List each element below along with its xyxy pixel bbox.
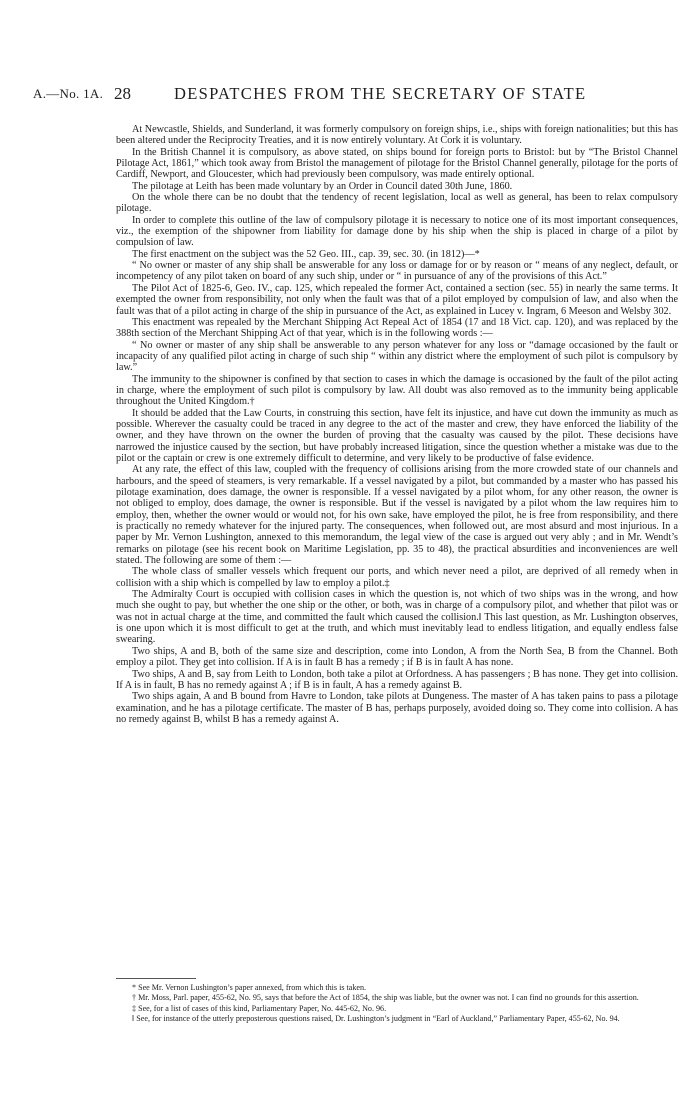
paragraph: On the whole there can be no doubt that the tendency of recent legislation, local as well as general, has been to relax compulsory pilotage. bbox=[116, 192, 678, 215]
footnotes bbox=[116, 978, 678, 1025]
body-text bbox=[116, 124, 678, 725]
paragraph: The immunity to the shipowner is confined by that section to cases in which the damage is occasioned by the fault of the pilot acting in charge, where the employment of such pilot is compulsory by law. All doubt was also removed as to the immunity being applicable throughout the United Kingdom.† bbox=[116, 373, 678, 408]
paragraph: The Pilot Act of 1825-6, Geo. IV., cap. 125, which repealed the former Act, contained a section (sec. 55) in nearly the same terms. It exempted the owner from responsibility, not only when the fault was that of a pilot employed by compulsion of law, and also when the fault was that of a pilot acting in charge of the ship in pursuance of the Act, as explained in Lucey v. Ingram, 6 Meeson and Welsby 302. bbox=[116, 282, 678, 317]
paragraph: The first enactment on the subject was the 52 Geo. III., cap. 39, sec. 30. (in 1812)—* bbox=[132, 248, 480, 260]
footnote: † Mr. Moss, Parl. paper, 455-62, No. 95, says that before the Act of 1854, the ship was liable, but the owner was not. I can find no grounds for this assertion. bbox=[132, 993, 639, 1003]
paragraph: At Newcastle, Shields, and Sunderland, it was formerly compulsory on foreign ships, i.e., ships with foreign nationalities; but this has been altered under the Reciprocity Treaties, and it is now entirely voluntary. At Cork it is voluntary. bbox=[116, 124, 678, 147]
footnote-divider bbox=[116, 978, 196, 979]
paragraph: In order to complete this outline of the law of compulsory pilotage it is necessary to notice one of its most important consequences, viz., the exemption of the shipowner from liability for damage done by his ship when the ship is placed in charge of a pilot by compulsion of law. bbox=[116, 214, 678, 249]
paragraph: The Admiralty Court is occupied with collision cases in which the question is, not which of two ships was in the wrong, and how much she ought to pay, but whether the one ship or the other, or both, was in charge of a compulsory pilot, and whether that pilot was or was not in actual charge at the time, and committed the fault which caused the collision.‖ This last question, as Mr. Lushington observes, is one upon which it is most difficult to get at the truth, and which must inevitably lead to endless litigation, and equally endless false swearing. bbox=[116, 589, 678, 646]
paragraph: The pilotage at Leith has been made voluntary by an Order in Council dated 30th June, 1860. bbox=[132, 180, 513, 192]
statute-quote: “ No owner or master of any ship shall be answerable for any loss or damage for or by reason or “ means of any neglect, default, or incompetency of any pilot taken on board of any such ship, under or “ in pursuance of any of the provisions of this Act.” bbox=[116, 260, 678, 283]
page-number: 28 bbox=[114, 84, 131, 103]
paragraph: Two ships, A and B, say from Leith to London, both take a pilot at Orfordness. A has passengers ; B has none. They get into collision. If A is in fault, B has no remedy against A ; if B is in fault, A has a remedy against B. bbox=[116, 668, 678, 691]
paragraph: In the British Channel it is compulsory, as above stated, on ships bound for foreign ports to Bristol: but by “The Bristol Channel Pilotage Act, 1861,” which took away from Bristol the management of pilotage for the Bristol Channel generally, pilotage for the ports of Cardiff, Newport, and Gloucester, which had previously been compulsory, was made entirely optional. bbox=[116, 146, 678, 181]
footnote: * See Mr. Vernon Lushington’s paper annexed, from which this is taken. bbox=[132, 983, 367, 992]
paragraph: Two ships again, A and B bound from Havre to London, take pilots at Dungeness. The master of A has taken pains to pass a pilotage examination, and he has a pilotage certificate. The master of B has, perhaps purposely, avoided doing so. They come into collision. A has no remedy against B, whilst B has a remedy against A. bbox=[116, 691, 678, 725]
paragraph: This enactment was repealed by the Merchant Shipping Act Repeal Act of 1854 (17 and 18 Vict. cap. 120), and was replaced by the 388th section of the Merchant Shipping Act of that year, which is in the following words :— bbox=[116, 316, 678, 340]
paragraph: Two ships, A and B, both of the same size and description, come into London, A from the North Sea, B from the Channel. Both employ a pilot. They get into collision. If A is in fault B has a remedy ; if B is in fault A has none. bbox=[116, 645, 678, 669]
paragraph: It should be added that the Law Courts, in construing this section, have felt its injustice, and have cut down the immunity as much as possible. Wherever the casualty could be traced in any degree to the act of the master and crew, they have enforced the liability of the owner, and they have thrown on the owner the burden of proving that the casualty was caused by the pilot. These decisions have narrowed the injustice caused by the section, but have probably increased litigation, since the question whether a mistake was due to the pilot or the captain or crew is one extremely difficult to determine, and very likely to be productive of false evidence. bbox=[116, 407, 678, 464]
footnote: ‡ See, for a list of cases of this kind, Parliamentary Paper, No. 445-62, No. 96. bbox=[132, 1003, 387, 1013]
running-title: DESPATCHES FROM THE SECRETARY OF STATE bbox=[174, 84, 587, 103]
paragraph: At any rate, the effect of this law, coupled with the frequency of collisions arising from the more crowded state of our channels and harbours, and the speed of steamers, is very remarkable. If a vessel navigated by a pilot, but commanded by a master who has passed his pilotage examination, does damage, the owner is responsible. If a vessel navigated by a pilot whom, for any other reason, the owner is not obliged to employ, does damage, the owner is responsible. But if the vessel is navigated by a pilot whom the law requires him to employ, then, whether the owner would or would not, for his own sake, have employed the pilot, he is free from responsibility, and there is practically no remedy whatever for the injured party. The consequences, when followed out, are most absurd and most injurious. In a paper by Mr. Vernon Lushington, annexed to this memorandum, the legal view of the case is argued out very ably ; and in Mr. Wendt’s remarks on pilotage (see his recent book on Maritime Legislation, pp. 35 to 48), the practical absurdities and inconveniences are well stated. The following are some of them :— bbox=[116, 464, 678, 567]
document-reference: A.—No. 1A. bbox=[33, 86, 104, 101]
statute-quote: “ No owner or master of any ship shall be answerable to any person whatever for any loss or “damage occasioned by the fault or incapacity of any qualified pilot acting in charge of such ship “ within any district where the employment of such pilot is compulsory by law.” bbox=[116, 339, 678, 374]
footnote: ‖ See, for instance of the utterly preposterous questions raised, Dr. Lushington’s judgment in “Earl of Auckland,” Parliamentary Paper, 455-62, No. 94. bbox=[132, 1014, 620, 1024]
page-header bbox=[0, 86, 700, 110]
paragraph: The whole class of smaller vessels which frequent our ports, and which never need a pilot, are deprived of all remedy when in collision with a ship which is compelled by law to employ a pilot.‡ bbox=[116, 566, 678, 589]
